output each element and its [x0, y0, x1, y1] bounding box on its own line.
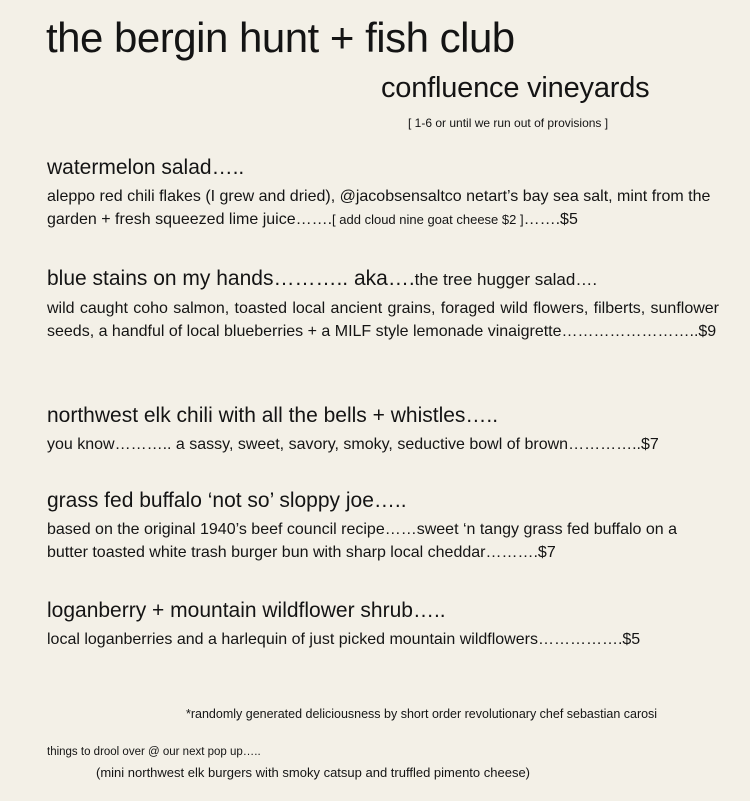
item-name: loganberry + mountain wildflower shrub…..	[47, 599, 446, 622]
item-name: blue stains on my hands……….. aka….	[47, 267, 415, 290]
item-description	[47, 185, 719, 231]
next-popup-item: (mini northwest elk burgers with smoky catsup and truffled pimento cheese)	[96, 765, 531, 780]
menu-item-buffalo-sloppy-joe	[47, 488, 719, 564]
next-popup-heading: things to drool over @ our next pop up…..	[47, 746, 261, 758]
item-description: based on the original 1940’s beef council recipe……sweet ‘n tangy grass fed buffalo on a butter toasted white trash burger bun with sharp local cheddar……….$7	[47, 521, 678, 561]
menu-item-loganberry-shrub	[47, 598, 719, 651]
item-name: grass fed buffalo ‘not so’ sloppy joe…..	[47, 489, 407, 512]
menu-item-blue-stains	[47, 266, 719, 343]
item-name: watermelon salad…..	[47, 156, 245, 179]
item-addon: [ add cloud nine goat cheese $2 ]	[332, 212, 524, 227]
hours-note: [ 1-6 or until we run out of provisions ]	[408, 116, 609, 130]
chef-credit: *randomly generated deliciousness by short order revolutionary chef sebastian carosi	[186, 707, 658, 721]
item-price: …….$5	[523, 211, 578, 228]
menu-title: the bergin hunt + fish club	[46, 14, 515, 61]
item-description-main: aleppo red chili flakes (I grew and dried), @jacobsensaltco netart’s bay sea salt, mint from the garden + fresh squeezed lime juice…….	[47, 188, 711, 228]
item-name: northwest elk chili with all the bells + whistles…..	[47, 404, 499, 427]
item-description: wild caught coho salmon, toasted local ancient grains, foraged wild flowers, filberts, sunflower seeds, a handful of local blueberries + a MILF style lemonade vinaigrette……………………..$9	[47, 300, 719, 340]
menu-item-elk-chili	[47, 403, 719, 456]
venue-subtitle: confluence vineyards	[381, 72, 650, 104]
item-alt-name: the tree hugger salad….	[414, 270, 598, 289]
item-description: local loganberries and a harlequin of just picked mountain wildflowers…………….$5	[47, 631, 641, 648]
item-name-row	[47, 266, 719, 293]
item-description: you know……….. a sassy, sweet, savory, smoky, seductive bowl of brown…………..$7	[47, 436, 659, 453]
menu-item-watermelon-salad	[47, 155, 719, 231]
